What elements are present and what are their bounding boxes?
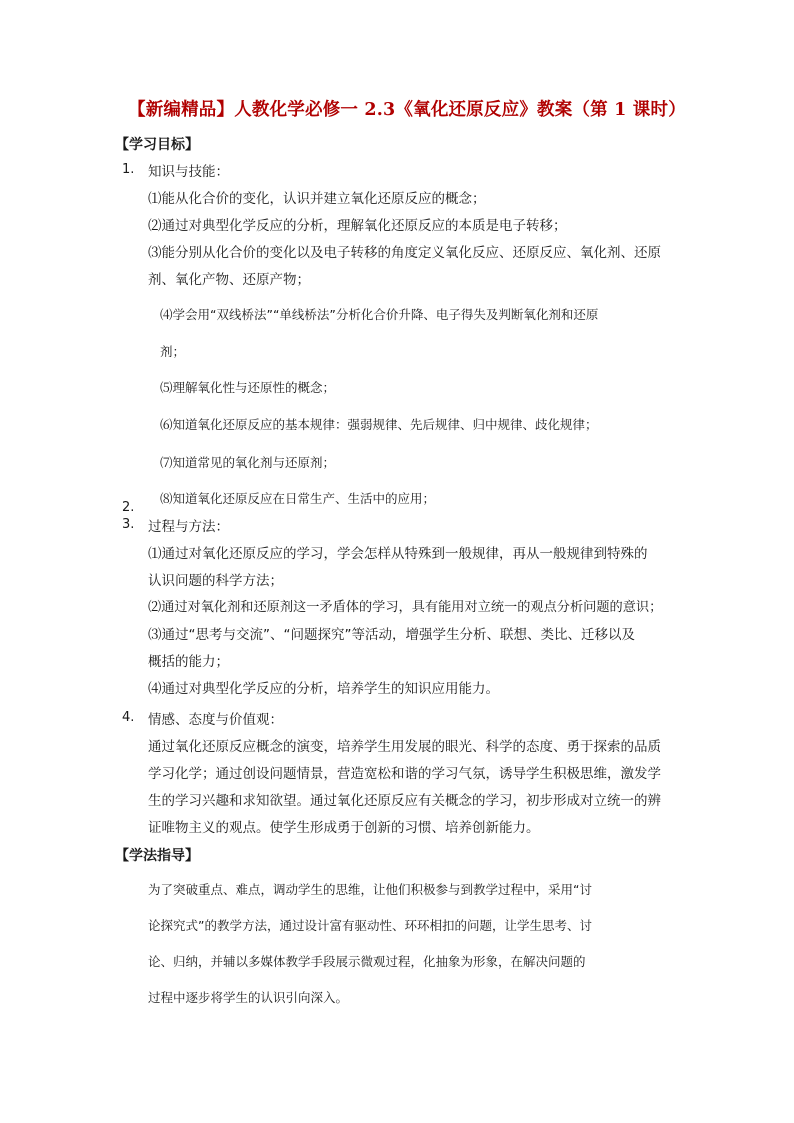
text-line: ⑸理解氧化性与还原性的概念； (160, 380, 336, 395)
text-line: 论、归纳，并辅以多媒体教学手段展示微观过程，化抽象为形象，在解决问题的 (148, 954, 586, 969)
text-line: ⑹知道氧化还原反应的基本规律：强弱规律、先后规律、归中规律、歧化规律； (160, 417, 598, 432)
text-line: 生的学习兴趣和求知欲望。通过氧化还原反应有关概念的学习，初步形成对立统一的辨 (148, 793, 661, 809)
text-line: ⑶通过“思考与交流”、“问题探究”等活动，增强学生分析、联想、类比、迁移以及 (148, 627, 635, 643)
list-item-title: 情感、态度与价值观： (148, 712, 283, 728)
text-line: 论探究式”的教学方法，通过设计富有驱动性、环环相扣的问题，让学生思考、讨 (148, 918, 592, 933)
text-line: ⑺知道常见的氧化剂与还原剂； (160, 455, 336, 470)
list-number: 4. (122, 710, 135, 725)
text-line: 通过氧化还原反应概念的演变，培养学生用发展的眼光、科学的态度、勇于探索的品质 (148, 739, 661, 755)
text-line: ⑷通过对典型化学反应的分析，培养学生的知识应用能力。 (148, 681, 499, 697)
list-number: 1. (122, 162, 135, 177)
text-line: 过程中逐步将学生的认识引向深入。 (148, 990, 349, 1005)
list-number: 2. (122, 500, 135, 515)
text-line: ⑶能分别从化合价的变化以及电子转移的角度定义氧化反应、还原反应、氧化剂、还原 (148, 245, 661, 261)
text-line: ⑵通过对典型化学反应的分析，理解氧化还原反应的本质是电子转移； (148, 218, 567, 234)
text-line: 概括的能力； (148, 654, 229, 670)
text-line: ⑴能从化合价的变化，认识并建立氧化还原反应的概念； (148, 191, 486, 207)
text-line: 剂、氧化产物、还原产物； (148, 272, 310, 288)
text-line: 剂； (160, 344, 186, 359)
text-line: ⑷学会用“双线桥法”“单线桥法”分析化合价升降、电子得失及判断氧化剂和还原 (160, 307, 599, 322)
text-line: 证唯物主义的观点。使学生形成勇于创新的习惯、培养创新能力。 (148, 820, 540, 836)
text-line: 学习化学；通过创设问题情景，营造宽松和谐的学习气氛，诱导学生积极思维，激发学 (148, 766, 661, 782)
section-heading-goals: 【学习目标】 (115, 137, 199, 153)
text-line: ⑻知道氧化还原反应在日常生产、生活中的应用； (160, 491, 436, 506)
list-item-title: 过程与方法： (148, 519, 229, 535)
list-number: 3. (122, 517, 135, 532)
text-line: 为了突破重点、难点，调动学生的思维，让他们积极参与到教学过程中，采用“讨 (148, 882, 592, 897)
document-title: 【新编精品】人教化学必修一 2.3《氧化还原反应》教案（第 1 课时） (128, 100, 686, 120)
section-heading-method: 【学法指导】 (115, 848, 199, 864)
text-line: ⑴通过对氧化还原反应的学习，学会怎样从特殊到一般规律，再从一般规律到特殊的 (148, 546, 648, 562)
text-line: 认识问题的科学方法； (148, 573, 283, 589)
list-item-title: 知识与技能： (148, 164, 229, 180)
text-line: ⑵通过对氧化剂和还原剂这一矛盾体的学习，具有能用对立统一的观点分析问题的意识； (148, 600, 663, 615)
